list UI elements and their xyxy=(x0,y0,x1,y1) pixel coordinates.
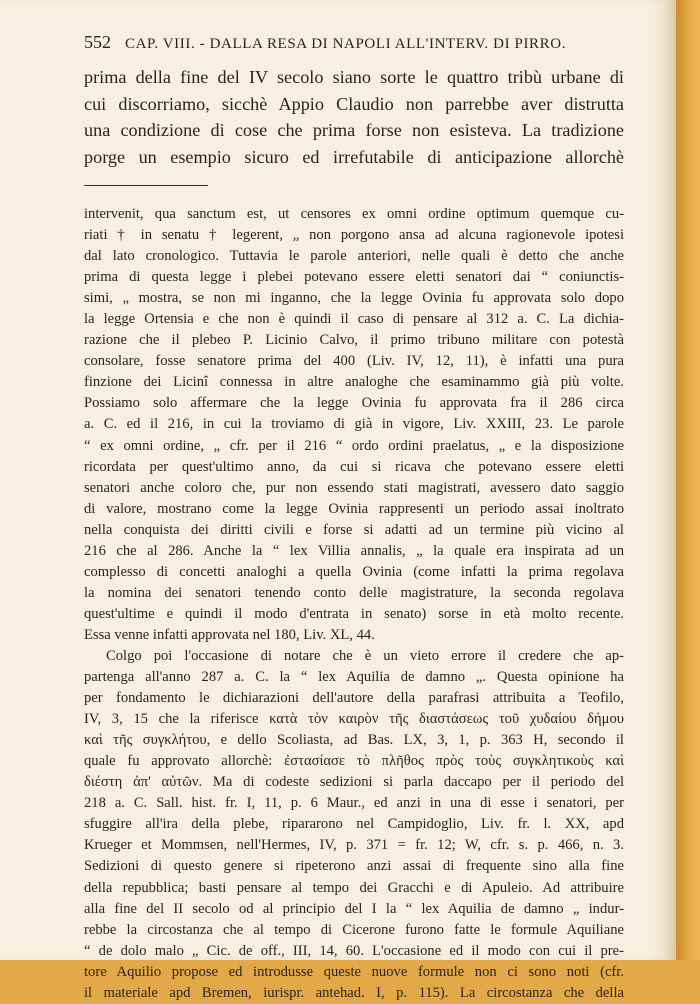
footnote-line: rebbe la circostanza che al tempo di Cicerone furono fatte le formule Aquiliane xyxy=(84,921,624,938)
chapter-title: CAP. VIII. - DALLA RESA DI NAPOLI ALL'INTERV. DI PIRRO. xyxy=(125,36,567,52)
footnote-line: prima di questa legge i plebei potevano essere eletti senatori dai “ coniunctis- xyxy=(84,269,624,286)
book-page-edge xyxy=(676,0,700,960)
footnote-line: della repubblica; basti pensare al tempo dei Gracchi e di Apuleio. Ad attribuire xyxy=(84,879,624,896)
footnote-line: διέστη ἀπ' αὐτῶν. Ma di codeste sedizioni si parla daccapo per il periodo del xyxy=(84,774,624,791)
footnote-line: finzione dei Licinî connessa in altre analoghe che esaminammo già più volte. xyxy=(84,374,624,391)
footnote-line: partenga all'anno 287 a. C. la “ lex Aquilia de damno „. Questa opinione ha xyxy=(84,669,624,686)
footnote-line: sfuggire all'ira della plebe, ripararono nel Campidoglio, Liv. fr. l. XX, apd xyxy=(84,816,624,833)
footnote-line: ricordata per quest'ultimo anno, da cui si ricava che potevano essere eletti xyxy=(84,458,624,475)
running-head xyxy=(84,32,624,53)
footnote-line: razione che il plebeo P. Licinio Calvo, il primo tribuno militare con potestà xyxy=(84,332,624,349)
footnote-line: a. C. ed il 216, in cui la troviamo di già in vigore, Liv. XXIII, 23. Le parole xyxy=(84,416,624,433)
footnote-line: per fondamento le dichiarazioni dell'autore della parafrasi attribuita a Teofilo, xyxy=(84,690,624,707)
footnote-line: tore Aquilio propose ed introdusse queste nuove formule non ci sono noti (cfr. xyxy=(84,963,624,980)
footnote-line: IV, 3, 15 che la riferisce κατὰ τὸν καιρὸν τῆς διαστάσεως τοῦ χυδαίου δήμου xyxy=(84,711,624,728)
footnote-line: Sedizioni di questo genere si ripeterono anzi assai di frequente sino alla fine xyxy=(84,858,624,875)
footnote-text xyxy=(84,204,624,1004)
footnote-line: 218 a. C. Sall. hist. fr. I, 11, p. 6 Maur., ed anzi in una di esse i senatori, per xyxy=(84,795,624,812)
main-text-line: una condizione di cose che prima forse non esisteva. La tradizione xyxy=(84,120,624,140)
footnote-line: quest'ultime e quindi il modo d'entrata in senato) sorse in età molto recente. xyxy=(84,605,624,622)
footnote-line: “ ex omni ordine, „ cfr. per il 216 “ ordo ordini praelatus, „ e la disposizione xyxy=(84,437,624,454)
footnote-line: quale fu approvato allorchè: ἐστασίασε τὸ πλῆθος πρὸς τοὺς συγκλητικοὺς καὶ xyxy=(84,753,624,770)
footnote-line: “ de dolo malo „ Cic. de off., III, 14, 60. L'occasione ed il modo con cui il pre- xyxy=(84,942,624,959)
footnote-line: simi, „ mostra, se non mi inganno, che la legge Ovinia fu approvata solo dopo xyxy=(84,290,624,307)
footnote-line: riati † in senatu † legerent, „ non porgono ansa ad alcuna ragionevole ipotesi xyxy=(84,227,624,244)
footnote-line: dal lato cronologico. Tuttavia le parole anteriori, nelle quali è detto che anche xyxy=(84,248,624,265)
footnote-line: di valore, mostrano come la legge Ovinia rappresenti un periodo assai inoltrato xyxy=(84,500,624,517)
main-text-line: prima della fine del IV secolo siano sorte le quattro tribù urbane di xyxy=(84,67,624,87)
footnote-line: nella conquista dei diritti civili e forse si adatti ad un termine più vicino al xyxy=(84,521,624,538)
main-text-line: porge un esempio sicuro ed irrefutabile di anticipazione allorchè xyxy=(84,146,624,167)
footnote-line: καὶ τῆς συγκλήτου, e dello Scoliasta, ad Bas. LX, 3, 1, p. 363 H, secondo il xyxy=(84,732,624,749)
footnote-line: Krueger et Mommsen, nell'Hermes, IV, p. 371 = fr. 12; W, cfr. s. p. 466, n. 3. xyxy=(84,837,624,854)
footnote-line: 216 che al 286. Anche la “ lex Villia annalis, „ la quale era inspirata ad un xyxy=(84,542,624,559)
footnote-line: complesso di concetti analoghi a quella Ovinia (come infatti la prima regolava xyxy=(84,563,624,580)
footnote-line: Possiamo solo affermare che la legge Ovinia fu approvata fra il 286 circa xyxy=(84,395,624,412)
footnote-line: alla fine del II secolo od al principio del I la “ lex Aquilia de damno „ indur- xyxy=(84,900,624,917)
footnote-line: il materiale apd Bremen, iurispr. antehad. I, p. 115). La circostanza che della xyxy=(84,984,624,1001)
footnote-line: la nomina dei senatori tenendo conto delle magistrature, la seconda regolava xyxy=(84,584,624,601)
main-text xyxy=(84,64,624,170)
main-text-line: cui discorriamo, sicchè Appio Claudio non parrebbe aver distrutta xyxy=(84,93,624,114)
footnote-line: Essa venne infatti approvata nel 180, Liv. XL, 44. xyxy=(84,626,375,643)
footnote-line: intervenit, qua sanctum est, ut censores ex omni ordine optimum quemque cu- xyxy=(84,206,624,222)
footnote-line: la legge Ortensia e che non è quindi il caso di pensare al 312 a. C. La dichia- xyxy=(84,311,624,328)
footnote-line: Colgo poi l'occasione di notare che è un vieto errore il credere che ap- xyxy=(106,647,624,664)
footnote-separator xyxy=(84,185,208,186)
footnote-line: senatori anche coloro che, pur non essendo stati magistrati, avessero dato saggio xyxy=(84,479,624,496)
footnote-line: consolare, fosse senatore prima del 400 (Liv. IV, 12, 11), è infatti una pura xyxy=(84,353,624,370)
page-number: 552 xyxy=(84,32,111,52)
